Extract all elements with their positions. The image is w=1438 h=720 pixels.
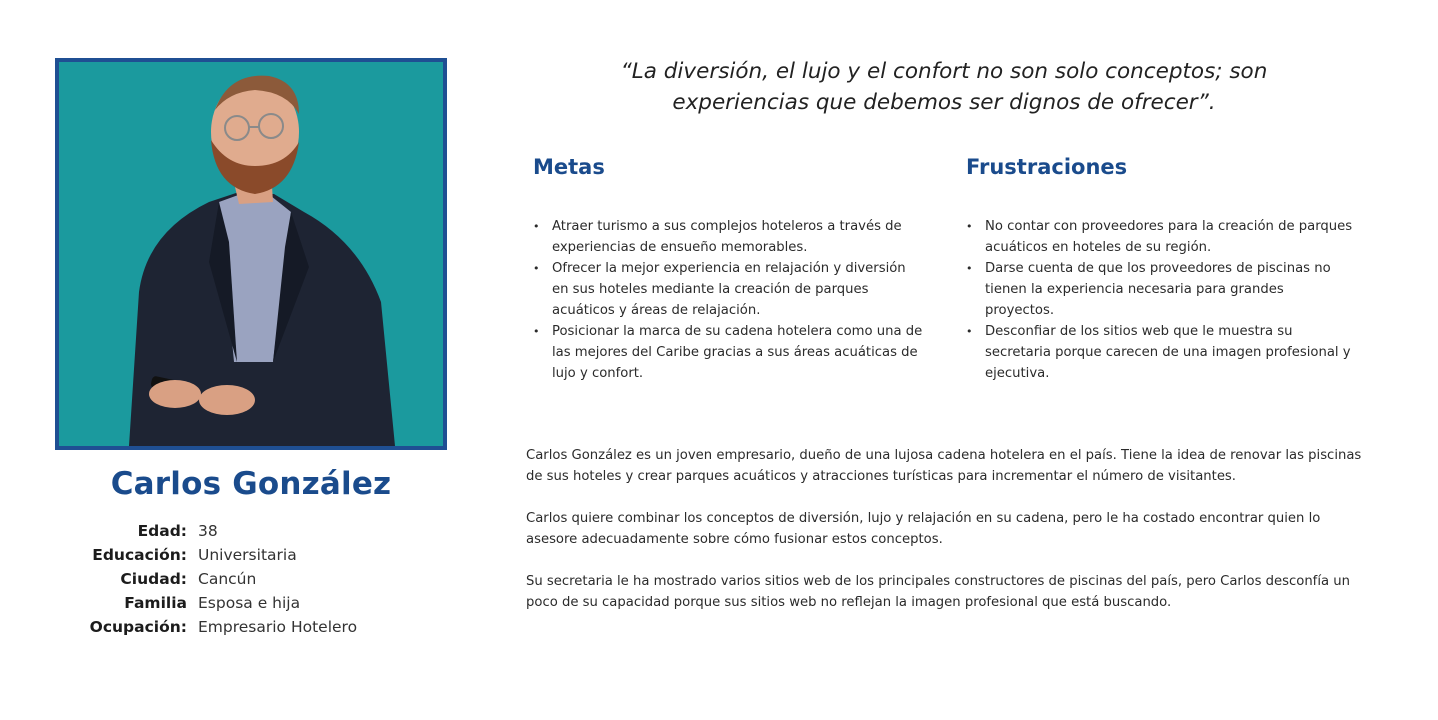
- quote-line: “La diversión, el lujo y el confort no son solo conceptos; son: [620, 59, 1268, 84]
- fact-label: Familia: [124, 594, 187, 612]
- fact-value: Empresario Hotelero: [198, 618, 358, 636]
- bullet-icon: •: [533, 262, 540, 275]
- persona-biography: [526, 445, 1371, 634]
- list-item-text: Posicionar la marca de su cadena hotelera como una de las mejores del Caribe gracias a sus áreas acuáticas de lujo y confort.: [552, 324, 923, 381]
- fact-value: Cancún: [198, 570, 257, 588]
- list-item-text: Desconfiar de los sitios web que le muestra su secretaria porque carecen de una imagen profesional y ejecutiva.: [985, 324, 1351, 381]
- frustrations-list: [966, 216, 1356, 384]
- fact-label: Educación:: [92, 546, 187, 564]
- bullet-icon: •: [533, 220, 540, 233]
- list-item-text: No contar con proveedores para la creación de parques acuáticos en hoteles de su región.: [985, 219, 1353, 255]
- fact-row-city: [40, 567, 460, 591]
- persona-name: Carlos González: [110, 466, 392, 502]
- bio-paragraph: Carlos quiere combinar los conceptos de diversión, lujo y relajación en su cadena, pero le ha costado encontrar quien lo asesore adecuadamente sobre cómo fusionar estos conceptos.: [526, 511, 1321, 547]
- fact-row-family: [40, 591, 460, 615]
- persona-facts: [40, 519, 460, 639]
- fact-value: 38: [198, 522, 218, 540]
- list-item-text: Atraer turismo a sus complejos hoteleros a través de experiencias de ensueño memorables.: [552, 219, 902, 255]
- frustrations-heading: Frustraciones: [966, 155, 1128, 179]
- list-item: [966, 216, 1356, 258]
- goals-heading: Metas: [533, 155, 605, 179]
- fact-row-occupation: [40, 615, 460, 639]
- list-item: [533, 258, 923, 321]
- fact-row-education: [40, 543, 460, 567]
- persona-photo: [55, 58, 447, 450]
- list-item-text: Ofrecer la mejor experiencia en relajación y diversión en sus hoteles mediante la creación de parques acuáticos y áreas de relajación.: [552, 261, 906, 318]
- list-item-text: Darse cuenta de que los proveedores de piscinas no tienen la experiencia necesaria para grandes proyectos.: [985, 261, 1331, 318]
- persona-quote: [526, 56, 1362, 118]
- list-item: [533, 216, 923, 258]
- fact-value: Universitaria: [198, 546, 297, 564]
- fact-label: Edad:: [137, 522, 187, 540]
- bullet-icon: •: [966, 325, 973, 338]
- fact-row-age: [40, 519, 460, 543]
- person-portrait-illustration: [59, 62, 443, 446]
- fact-label: Ocupación:: [89, 618, 187, 636]
- list-item: [533, 321, 923, 384]
- quote-line: experiencias que debemos ser dignos de ofrecer”.: [672, 90, 1216, 115]
- bio-paragraph: Su secretaria le ha mostrado varios sitios web de los principales constructores de piscinas del país, pero Carlos desconfía un poco de su capacidad porque sus sitios web no reflejan la imagen profesional que está buscando.: [526, 574, 1350, 610]
- fact-value: Esposa e hija: [198, 594, 301, 612]
- bullet-icon: •: [966, 220, 973, 233]
- bio-paragraph: Carlos González es un joven empresario, dueño de una lujosa cadena hotelera en el país. Tiene la idea de renovar las piscinas de sus hoteles y crear parques acuáticos y atracciones turísticas para incrementar el número de visitantes.: [526, 448, 1362, 484]
- goals-list: [533, 216, 923, 384]
- list-item: [966, 321, 1356, 384]
- fact-label: Ciudad:: [120, 570, 187, 588]
- bullet-icon: •: [533, 325, 540, 338]
- list-item: [966, 258, 1356, 321]
- bullet-icon: •: [966, 262, 973, 275]
